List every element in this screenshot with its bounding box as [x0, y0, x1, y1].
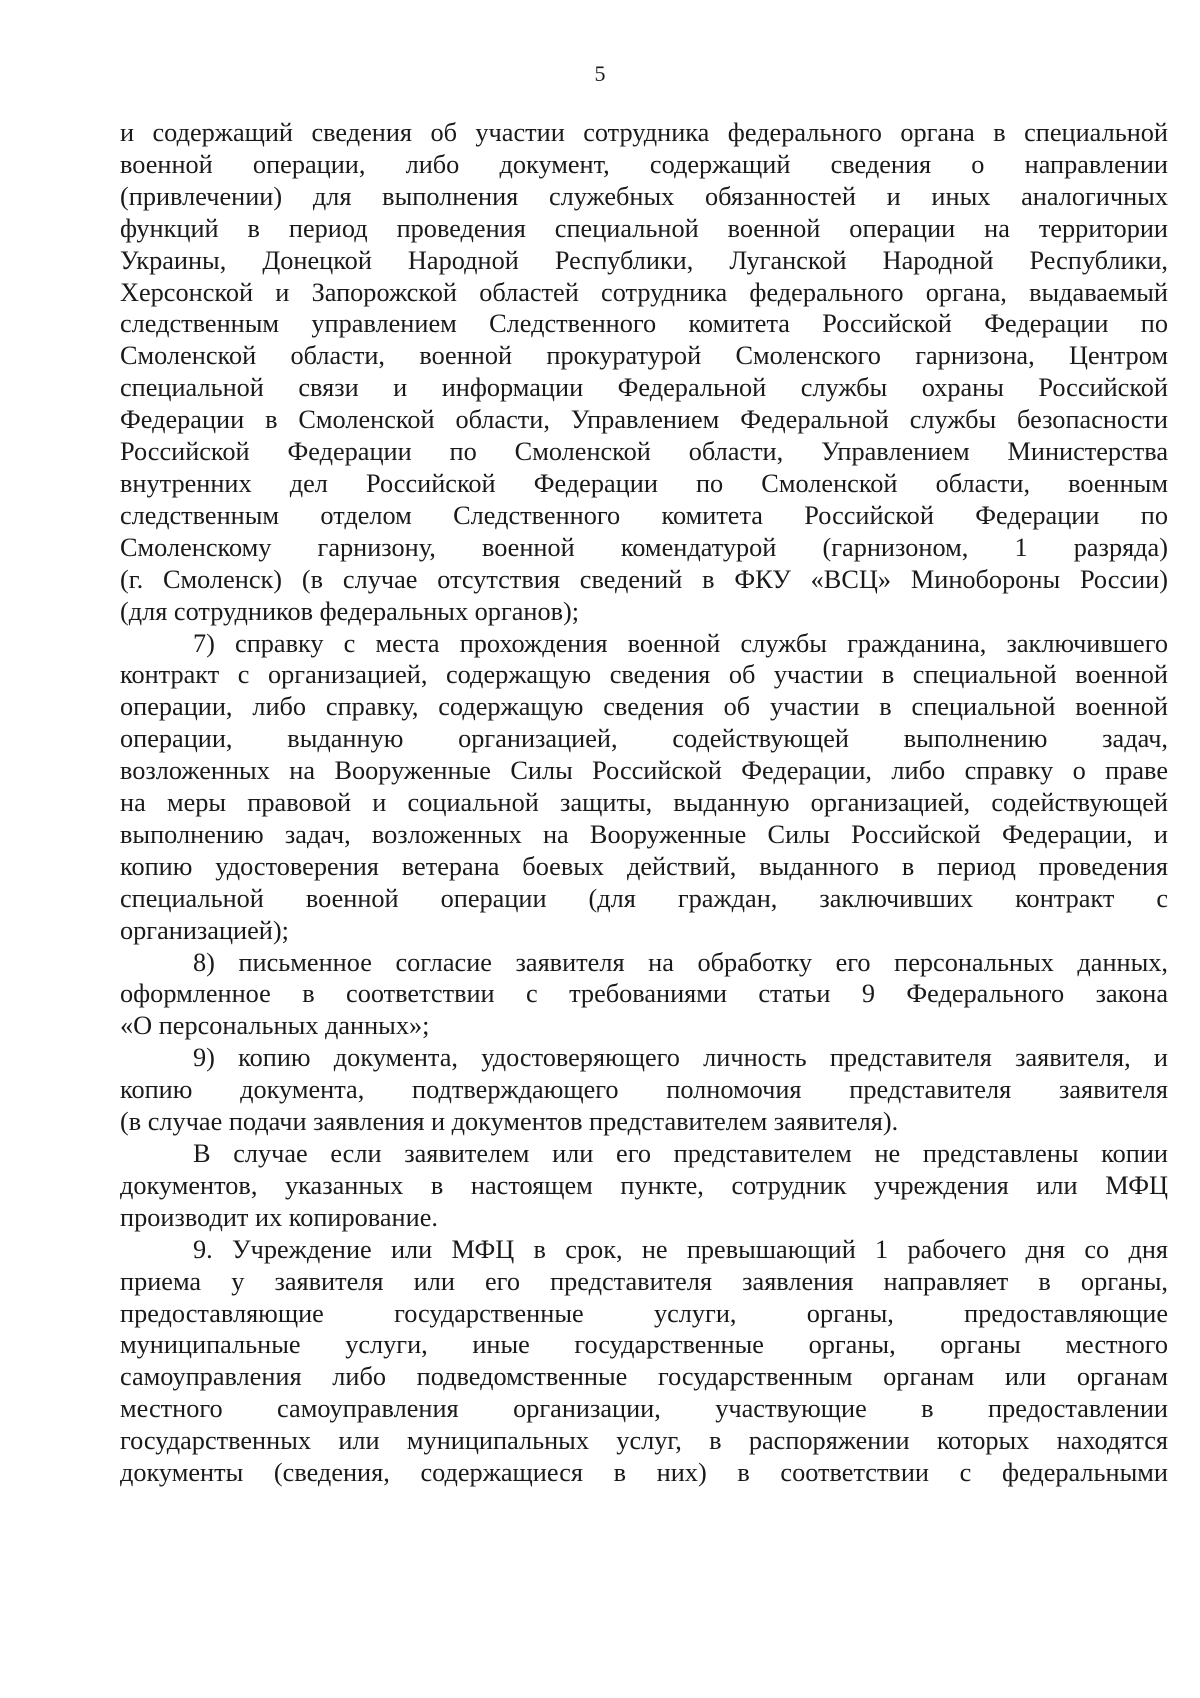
text-line: В случае если заявителем или его представителем не представлены копии [193, 1139, 1168, 1168]
text-line: Российской Федерации по Смоленской области, Управлением Министерства [120, 437, 1168, 467]
text-line: (для сотрудников федеральных органов); [120, 596, 580, 626]
text-line: внутренних дел Российской Федерации по Смоленской области, военным [120, 468, 1168, 498]
text-line: копию документа, подтверждающего полномочия представителя заявителя [120, 1075, 1168, 1105]
text-line: оформленное в соответствии с требованиями статьи 9 Федерального закона [120, 979, 1168, 1009]
text-line: следственным управлением Следственного комитета Российской Федерации по [120, 309, 1168, 339]
text-line: Херсонской и Запорожской областей сотрудника федерального органа, выдаваемый [120, 277, 1168, 307]
text-line: муниципальные услуги, иные государственные органы, органы местного [120, 1330, 1168, 1360]
text-line: (г. Смоленск) (в случае отсутствия сведений в ФКУ «ВСЦ» Минобороны России) [120, 564, 1168, 594]
text-line: специальной военной операции (для граждан, заключивших контракт с [120, 883, 1168, 913]
page-number: 5 [594, 61, 606, 86]
text-line: производит их копирование. [120, 1202, 438, 1232]
text-line: 9) копию документа, удостоверяющего личность представителя заявителя, и [193, 1043, 1168, 1073]
text-line: «О персональных данных»; [120, 1011, 430, 1041]
text-line: специальной связи и информации Федеральной службы охраны Российской [120, 373, 1168, 403]
text-line: местного самоуправления организации, участвующие в предоставлении [120, 1394, 1168, 1424]
text-line: выполнению задач, возложенных на Вооруженные Силы Российской Федерации, и [120, 819, 1168, 849]
text-line: функций в период проведения специальной военной операции на территории [120, 213, 1168, 243]
text-line: Федерации в Смоленской области, Управлением Федеральной службы безопасности [120, 405, 1168, 435]
text-line: 9. Учреждение или МФЦ в срок, не превышающий 1 рабочего дня со дня [193, 1234, 1168, 1264]
text-line: приема у заявителя или его представителя заявления направляет в органы, [120, 1266, 1168, 1296]
text-line: Смоленской области, военной прокуратурой Смоленского гарнизона, Центром [120, 341, 1168, 371]
text-line: копию удостоверения ветерана боевых действий, выданного в период проведения [120, 851, 1168, 881]
text-line: документы (сведения, содержащиеся в них) в соответствии с федеральными [120, 1458, 1168, 1488]
text-line: (привлечении) для выполнения служебных обязанностей и иных аналогичных [120, 181, 1168, 211]
text-line: возложенных на Вооруженные Силы Российской Федерации, либо справку о праве [120, 756, 1168, 786]
text-line: на меры правовой и социальной защиты, выданную организацией, содействующей [120, 788, 1168, 818]
text-line: военной операции, либо документ, содержащий сведения о направлении [120, 149, 1168, 179]
text-line: (в случае подачи заявления и документов представителем заявителя). [120, 1107, 899, 1137]
text-line: операции, выданную организацией, содействующей выполнению задач, [120, 724, 1168, 754]
text-line: следственным отделом Следственного комитета Российской Федерации по [120, 500, 1168, 530]
text-line: операции, либо справку, содержащую сведения об участии в специальной военной [120, 692, 1168, 722]
text-line: организацией); [120, 915, 289, 945]
text-line: документов, указанных в настоящем пункте, сотрудник учреждения или МФЦ [120, 1170, 1168, 1200]
text-line: 7) справку с места прохождения военной службы гражданина, заключившего [193, 628, 1168, 658]
text-line: самоуправления либо подведомственные государственным органам или органам [120, 1362, 1168, 1392]
text-line: контракт с организацией, содержащую сведения об участии в специальной военной [120, 660, 1168, 690]
document-body [120, 117, 1168, 1489]
text-line: Украины, Донецкой Народной Республики, Луганской Народной Республики, [120, 245, 1168, 275]
text-line: государственных или муниципальных услуг, в распоряжении которых находятся [120, 1426, 1168, 1456]
text-line: 8) письменное согласие заявителя на обработку его персональных данных, [193, 947, 1168, 977]
text-line: и содержащий сведения об участии сотрудника федерального органа в специальной [120, 118, 1168, 147]
text-line: предоставляющие государственные услуги, органы, предоставляющие [120, 1298, 1168, 1328]
text-line: Смоленскому гарнизону, военной комендатурой (гарнизоном, 1 разряда) [120, 532, 1168, 562]
